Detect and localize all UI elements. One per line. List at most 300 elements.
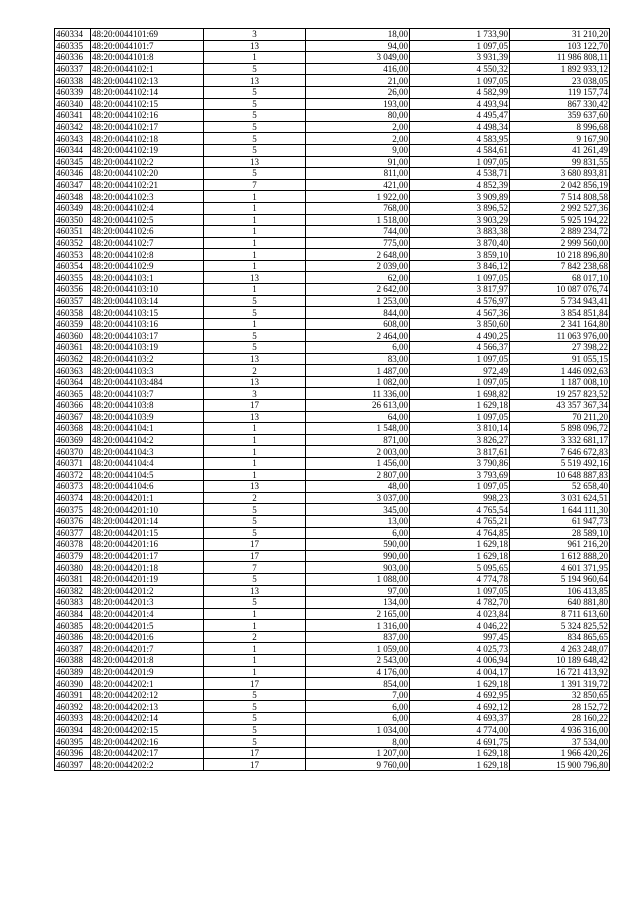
table-row: [55, 481, 610, 493]
row-number-cell: 460377: [55, 527, 91, 539]
cadastral-number-cell: 48:20:0044102:9: [91, 260, 204, 272]
row-number-cell: 460378: [55, 539, 91, 551]
cadastral-number-cell: 48:20:0044202:13: [91, 701, 204, 713]
row-number-cell: 460337: [55, 63, 91, 75]
row-number-cell: 460357: [55, 295, 91, 307]
area-cell: 590,00: [306, 539, 410, 551]
group-cell: 1: [204, 318, 306, 330]
row-number-cell: 460353: [55, 249, 91, 261]
cadastral-number-cell: 48:20:0044201:18: [91, 562, 204, 574]
cadastral-number-cell: 48:20:0044102:7: [91, 237, 204, 249]
group-cell: 1: [204, 226, 306, 238]
group-cell: 1: [204, 608, 306, 620]
cadastral-value-cell: 5 925 194,22: [510, 214, 610, 226]
table-row: [55, 747, 610, 759]
group-cell: 7: [204, 179, 306, 191]
specific-value-cell: 998,23: [410, 492, 510, 504]
specific-value-cell: 3 790,86: [410, 457, 510, 469]
group-cell: 13: [204, 75, 306, 87]
row-number-cell: 460363: [55, 365, 91, 377]
group-cell: 5: [204, 713, 306, 725]
group-cell: 5: [204, 110, 306, 122]
specific-value-cell: 1 097,05: [410, 376, 510, 388]
specific-value-cell: 4 852,39: [410, 179, 510, 191]
row-number-cell: 460342: [55, 121, 91, 133]
table-row: [55, 643, 610, 655]
area-cell: 854,00: [306, 678, 410, 690]
row-number-cell: 460362: [55, 353, 91, 365]
cadastral-number-cell: 48:20:0044202:14: [91, 713, 204, 725]
group-cell: 13: [204, 156, 306, 168]
cadastral-value-cell: 106 413,85: [510, 585, 610, 597]
specific-value-cell: 1 733,90: [410, 29, 510, 41]
cadastral-value-cell: 2 341 164,80: [510, 318, 610, 330]
area-cell: 8,00: [306, 736, 410, 748]
cadastral-value-cell: 10 218 896,80: [510, 249, 610, 261]
cadastral-number-cell: 48:20:0044102:3: [91, 191, 204, 203]
cadastral-value-cell: 5 324 825,52: [510, 620, 610, 632]
specific-value-cell: 3 846,12: [410, 260, 510, 272]
table-row: [55, 678, 610, 690]
area-cell: 2 464,00: [306, 330, 410, 342]
cadastral-number-cell: 48:20:0044102:14: [91, 86, 204, 98]
area-cell: 1 316,00: [306, 620, 410, 632]
group-cell: 1: [204, 214, 306, 226]
row-number-cell: 460392: [55, 701, 91, 713]
cadastral-number-cell: 48:20:0044201:14: [91, 515, 204, 527]
group-cell: 5: [204, 701, 306, 713]
table-row: [55, 666, 610, 678]
specific-value-cell: 4 006,94: [410, 655, 510, 667]
specific-value-cell: 1 629,18: [410, 539, 510, 551]
area-cell: 94,00: [306, 40, 410, 52]
group-cell: 13: [204, 40, 306, 52]
area-cell: 64,00: [306, 411, 410, 423]
cadastral-value-cell: 11 063 976,00: [510, 330, 610, 342]
row-number-cell: 460348: [55, 191, 91, 203]
cadastral-number-cell: 48:20:0044102:2: [91, 156, 204, 168]
table-row: [55, 585, 610, 597]
row-number-cell: 460389: [55, 666, 91, 678]
cadastral-value-cell: 31 210,20: [510, 29, 610, 41]
row-number-cell: 460387: [55, 643, 91, 655]
group-cell: 5: [204, 144, 306, 156]
cadastral-number-cell: 48:20:0044104:3: [91, 446, 204, 458]
table-row: [55, 40, 610, 52]
table-row: [55, 191, 610, 203]
cadastral-number-cell: 48:20:0044104:5: [91, 469, 204, 481]
cadastral-value-cell: 19 257 823,52: [510, 388, 610, 400]
specific-value-cell: 3 810,14: [410, 423, 510, 435]
cadastral-value-cell: 15 900 796,80: [510, 759, 610, 771]
cadastral-value-cell: 8 711 613,60: [510, 608, 610, 620]
specific-value-cell: 1 629,18: [410, 550, 510, 562]
row-number-cell: 460354: [55, 260, 91, 272]
area-cell: 13,00: [306, 515, 410, 527]
area-cell: 9,00: [306, 144, 410, 156]
cadastral-number-cell: 48:20:0044103:9: [91, 411, 204, 423]
row-number-cell: 460355: [55, 272, 91, 284]
area-cell: 6,00: [306, 342, 410, 354]
area-cell: 1 922,00: [306, 191, 410, 203]
cadastral-value-cell: 7 514 808,58: [510, 191, 610, 203]
area-cell: 3 049,00: [306, 52, 410, 64]
cadastral-value-cell: 2 042 856,19: [510, 179, 610, 191]
specific-value-cell: 1 629,18: [410, 747, 510, 759]
group-cell: 13: [204, 585, 306, 597]
table-row: [55, 202, 610, 214]
group-cell: 5: [204, 342, 306, 354]
group-cell: 5: [204, 597, 306, 609]
area-cell: 608,00: [306, 318, 410, 330]
table-row: [55, 342, 610, 354]
specific-value-cell: 3 931,39: [410, 52, 510, 64]
area-cell: 416,00: [306, 63, 410, 75]
table-row: [55, 284, 610, 296]
specific-value-cell: 4 023,84: [410, 608, 510, 620]
area-cell: 837,00: [306, 631, 410, 643]
group-cell: 5: [204, 504, 306, 516]
cadastral-value-cell: 41 261,49: [510, 144, 610, 156]
table-row: [55, 144, 610, 156]
cadastral-number-cell: 48:20:0044202:16: [91, 736, 204, 748]
cadastral-number-cell: 48:20:0044101:8: [91, 52, 204, 64]
area-cell: 1 487,00: [306, 365, 410, 377]
cadastral-number-cell: 48:20:0044101:7: [91, 40, 204, 52]
cadastral-number-cell: 48:20:0044201:9: [91, 666, 204, 678]
cadastral-number-cell: 48:20:0044102:21: [91, 179, 204, 191]
table-row: [55, 156, 610, 168]
area-cell: 1 253,00: [306, 295, 410, 307]
cadastral-number-cell: 48:20:0044102:1: [91, 63, 204, 75]
area-cell: 6,00: [306, 527, 410, 539]
table-row: [55, 272, 610, 284]
table-row: [55, 446, 610, 458]
cadastral-number-cell: 48:20:0044201:16: [91, 539, 204, 551]
cadastral-value-cell: 5 734 943,41: [510, 295, 610, 307]
row-number-cell: 460381: [55, 573, 91, 585]
specific-value-cell: 1 097,05: [410, 411, 510, 423]
group-cell: 5: [204, 168, 306, 180]
cadastral-value-cell: 9 167,90: [510, 133, 610, 145]
cadastral-value-cell: 10 189 648,42: [510, 655, 610, 667]
specific-value-cell: 1 629,18: [410, 678, 510, 690]
group-cell: 13: [204, 272, 306, 284]
cadastral-value-cell: 1 892 933,12: [510, 63, 610, 75]
area-cell: 768,00: [306, 202, 410, 214]
group-cell: 13: [204, 376, 306, 388]
cadastral-number-cell: 48:20:0044102:8: [91, 249, 204, 261]
table-row: [55, 168, 610, 180]
cadastral-number-cell: 48:20:0044103:484: [91, 376, 204, 388]
cadastral-value-cell: 8 996,68: [510, 121, 610, 133]
cadastral-number-cell: 48:20:0044102:20: [91, 168, 204, 180]
cadastral-number-cell: 48:20:0044102:18: [91, 133, 204, 145]
table-row: [55, 400, 610, 412]
row-number-cell: 460347: [55, 179, 91, 191]
area-cell: 62,00: [306, 272, 410, 284]
cadastral-number-cell: 48:20:0044201:5: [91, 620, 204, 632]
cadastral-value-cell: 5 898 096,72: [510, 423, 610, 435]
cadastral-value-cell: 1 644 111,30: [510, 504, 610, 516]
area-cell: 2,00: [306, 133, 410, 145]
specific-value-cell: 4 774,78: [410, 573, 510, 585]
area-cell: 1 548,00: [306, 423, 410, 435]
row-number-cell: 460376: [55, 515, 91, 527]
cadastral-value-cell: 11 986 808,11: [510, 52, 610, 64]
group-cell: 5: [204, 736, 306, 748]
row-number-cell: 460343: [55, 133, 91, 145]
specific-value-cell: 3 826,27: [410, 434, 510, 446]
table-row: [55, 713, 610, 725]
table-row: [55, 214, 610, 226]
area-cell: 2 165,00: [306, 608, 410, 620]
cadastral-value-cell: 834 865,65: [510, 631, 610, 643]
row-number-cell: 460346: [55, 168, 91, 180]
cadastral-value-cell: 7 646 672,83: [510, 446, 610, 458]
row-number-cell: 460336: [55, 52, 91, 64]
table-row: [55, 353, 610, 365]
specific-value-cell: 3 859,10: [410, 249, 510, 261]
table-row: [55, 388, 610, 400]
cadastral-number-cell: 48:20:0044201:2: [91, 585, 204, 597]
area-cell: 1 518,00: [306, 214, 410, 226]
cadastral-number-cell: 48:20:0044102:16: [91, 110, 204, 122]
group-cell: 1: [204, 469, 306, 481]
area-cell: 2 039,00: [306, 260, 410, 272]
area-cell: 2 807,00: [306, 469, 410, 481]
cadastral-number-cell: 48:20:0044102:5: [91, 214, 204, 226]
row-number-cell: 460379: [55, 550, 91, 562]
area-cell: 48,00: [306, 481, 410, 493]
cadastral-number-cell: 48:20:0044201:15: [91, 527, 204, 539]
area-cell: 811,00: [306, 168, 410, 180]
group-cell: 17: [204, 400, 306, 412]
row-number-cell: 460344: [55, 144, 91, 156]
table-row: [55, 724, 610, 736]
group-cell: 1: [204, 284, 306, 296]
specific-value-cell: 5 095,65: [410, 562, 510, 574]
group-cell: 5: [204, 689, 306, 701]
cadastral-value-cell: 4 601 371,95: [510, 562, 610, 574]
group-cell: 2: [204, 631, 306, 643]
cadastral-number-cell: 48:20:0044103:2: [91, 353, 204, 365]
row-number-cell: 460396: [55, 747, 91, 759]
row-number-cell: 460380: [55, 562, 91, 574]
area-cell: 83,00: [306, 353, 410, 365]
table-row: [55, 226, 610, 238]
specific-value-cell: 4 490,25: [410, 330, 510, 342]
table-row: [55, 237, 610, 249]
cadastral-value-cell: 1 966 420,26: [510, 747, 610, 759]
group-cell: 17: [204, 550, 306, 562]
specific-value-cell: 3 903,29: [410, 214, 510, 226]
area-cell: 1 207,00: [306, 747, 410, 759]
cadastral-number-cell: 48:20:0044201:8: [91, 655, 204, 667]
specific-value-cell: 1 097,05: [410, 585, 510, 597]
specific-value-cell: 4 025,73: [410, 643, 510, 655]
specific-value-cell: 4 692,95: [410, 689, 510, 701]
area-cell: 6,00: [306, 701, 410, 713]
specific-value-cell: 4 774,00: [410, 724, 510, 736]
specific-value-cell: 4 693,37: [410, 713, 510, 725]
row-number-cell: 460359: [55, 318, 91, 330]
group-cell: 1: [204, 191, 306, 203]
row-number-cell: 460350: [55, 214, 91, 226]
cadastral-number-cell: 48:20:0044202:17: [91, 747, 204, 759]
specific-value-cell: 1 097,05: [410, 481, 510, 493]
row-number-cell: 460383: [55, 597, 91, 609]
cadastral-number-cell: 48:20:0044103:10: [91, 284, 204, 296]
cadastral-value-cell: 1 612 888,20: [510, 550, 610, 562]
row-number-cell: 460367: [55, 411, 91, 423]
specific-value-cell: 4 004,17: [410, 666, 510, 678]
row-number-cell: 460339: [55, 86, 91, 98]
cadastral-value-cell: 3 680 893,81: [510, 168, 610, 180]
cadastral-number-cell: 48:20:0044102:19: [91, 144, 204, 156]
area-cell: 18,00: [306, 29, 410, 41]
row-number-cell: 460390: [55, 678, 91, 690]
table-row: [55, 573, 610, 585]
area-cell: 1 088,00: [306, 573, 410, 585]
group-cell: 17: [204, 747, 306, 759]
specific-value-cell: 1 097,05: [410, 40, 510, 52]
area-cell: 2 642,00: [306, 284, 410, 296]
cadastral-number-cell: 48:20:0044103:3: [91, 365, 204, 377]
group-cell: 2: [204, 492, 306, 504]
table-row: [55, 620, 610, 632]
group-cell: 5: [204, 573, 306, 585]
group-cell: 5: [204, 330, 306, 342]
specific-value-cell: 4 692,12: [410, 701, 510, 713]
row-number-cell: 460364: [55, 376, 91, 388]
cadastral-value-cell: 640 881,80: [510, 597, 610, 609]
row-number-cell: 460358: [55, 307, 91, 319]
cadastral-value-cell: 37 534,00: [510, 736, 610, 748]
area-cell: 2 648,00: [306, 249, 410, 261]
row-number-cell: 460340: [55, 98, 91, 110]
specific-value-cell: 1 097,05: [410, 353, 510, 365]
area-cell: 11 336,00: [306, 388, 410, 400]
specific-value-cell: 4 764,85: [410, 527, 510, 539]
specific-value-cell: 3 817,97: [410, 284, 510, 296]
specific-value-cell: 3 909,89: [410, 191, 510, 203]
group-cell: 1: [204, 620, 306, 632]
table-row: [55, 550, 610, 562]
table-row: [55, 631, 610, 643]
cadastral-number-cell: 48:20:0044103:1: [91, 272, 204, 284]
group-cell: 1: [204, 202, 306, 214]
row-number-cell: 460368: [55, 423, 91, 435]
cadastral-number-cell: 48:20:0044103:19: [91, 342, 204, 354]
row-number-cell: 460372: [55, 469, 91, 481]
area-cell: 9 760,00: [306, 759, 410, 771]
specific-value-cell: 4 566,37: [410, 342, 510, 354]
table-row: [55, 86, 610, 98]
cadastral-value-cell: 10 087 076,74: [510, 284, 610, 296]
table-row: [55, 63, 610, 75]
cadastral-number-cell: 48:20:0044202:1: [91, 678, 204, 690]
row-number-cell: 460370: [55, 446, 91, 458]
cadastral-value-cell: 103 122,70: [510, 40, 610, 52]
table-body: [55, 29, 610, 771]
group-cell: 5: [204, 133, 306, 145]
group-cell: 17: [204, 678, 306, 690]
area-cell: 844,00: [306, 307, 410, 319]
table-row: [55, 52, 610, 64]
specific-value-cell: 4 493,94: [410, 98, 510, 110]
cadastral-number-cell: 48:20:0044201:6: [91, 631, 204, 643]
group-cell: 5: [204, 295, 306, 307]
group-cell: 5: [204, 307, 306, 319]
cadastral-value-cell: 2 992 527,36: [510, 202, 610, 214]
specific-value-cell: 3 817,61: [410, 446, 510, 458]
cadastral-value-cell: 1 391 319,72: [510, 678, 610, 690]
table-row: [55, 492, 610, 504]
table-row: [55, 527, 610, 539]
area-cell: 91,00: [306, 156, 410, 168]
cadastral-value-cell: 43 357 367,34: [510, 400, 610, 412]
table-row: [55, 608, 610, 620]
table-row: [55, 515, 610, 527]
specific-value-cell: 1 698,82: [410, 388, 510, 400]
group-cell: 1: [204, 643, 306, 655]
table-row: [55, 689, 610, 701]
specific-value-cell: 4 576,97: [410, 295, 510, 307]
cadastral-value-table: [54, 28, 610, 771]
group-cell: 13: [204, 353, 306, 365]
area-cell: 7,00: [306, 689, 410, 701]
cadastral-value-cell: 4 263 248,07: [510, 643, 610, 655]
cadastral-value-cell: 5 519 492,16: [510, 457, 610, 469]
group-cell: 5: [204, 527, 306, 539]
cadastral-value-cell: 2 889 234,72: [510, 226, 610, 238]
cadastral-number-cell: 48:20:0044202:15: [91, 724, 204, 736]
group-cell: 5: [204, 724, 306, 736]
cadastral-value-cell: 3 854 851,84: [510, 307, 610, 319]
row-number-cell: 460361: [55, 342, 91, 354]
cadastral-value-cell: 7 842 238,68: [510, 260, 610, 272]
cadastral-value-cell: 99 831,55: [510, 156, 610, 168]
table-row: [55, 75, 610, 87]
row-number-cell: 460356: [55, 284, 91, 296]
specific-value-cell: 972,49: [410, 365, 510, 377]
row-number-cell: 460388: [55, 655, 91, 667]
cadastral-number-cell: 48:20:0044103:17: [91, 330, 204, 342]
cadastral-value-cell: 3 332 681,17: [510, 434, 610, 446]
group-cell: 3: [204, 388, 306, 400]
specific-value-cell: 3 883,38: [410, 226, 510, 238]
table-row: [55, 469, 610, 481]
area-cell: 990,00: [306, 550, 410, 562]
group-cell: 1: [204, 237, 306, 249]
table-row: [55, 179, 610, 191]
area-cell: 345,00: [306, 504, 410, 516]
specific-value-cell: 1 629,18: [410, 400, 510, 412]
specific-value-cell: 3 793,69: [410, 469, 510, 481]
table-row: [55, 411, 610, 423]
cadastral-number-cell: 48:20:0044103:7: [91, 388, 204, 400]
table-row: [55, 98, 610, 110]
row-number-cell: 460397: [55, 759, 91, 771]
row-number-cell: 460349: [55, 202, 91, 214]
specific-value-cell: 1 629,18: [410, 759, 510, 771]
cadastral-number-cell: 48:20:0044102:13: [91, 75, 204, 87]
group-cell: 5: [204, 86, 306, 98]
area-cell: 1 059,00: [306, 643, 410, 655]
row-number-cell: 460365: [55, 388, 91, 400]
row-number-cell: 460360: [55, 330, 91, 342]
